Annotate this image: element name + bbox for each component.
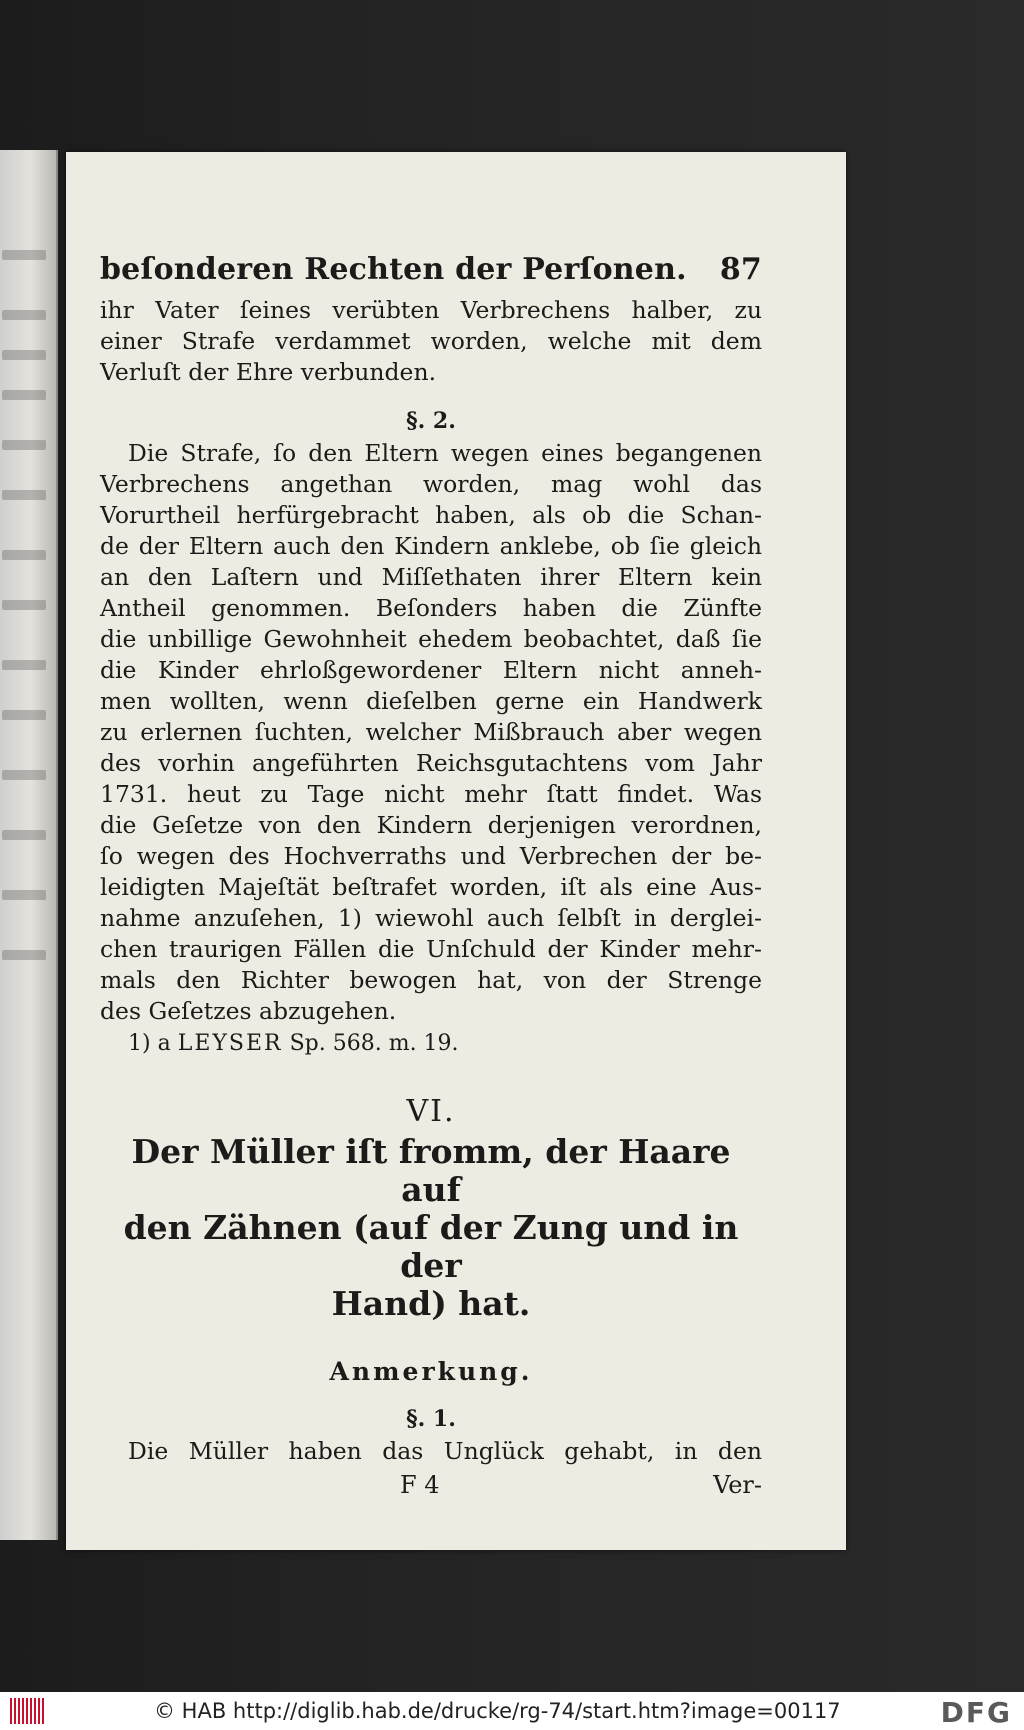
footnote-reference: Sp. 568. m. 19. [289,1031,459,1056]
intro-paragraph [100,295,762,388]
footnote [128,1031,762,1056]
chapter-title-line: den Zähnen (auf der Zung und in der [123,1208,739,1285]
text-line: zu erlernen ſuchten, welcher Mißbrauch aber wegen [100,718,762,746]
chapter-title [100,1133,762,1323]
running-head [100,252,762,287]
text-line: mals den Richter bewogen hat, von der Strenge [100,966,762,994]
text-line: Verluſt der Ehre verbunden. [100,358,437,386]
text-line: leidigten Majeſtät beſtrafet worden, iſt als eine Aus- [100,873,762,901]
chapter-title-line: Hand) hat. [331,1284,531,1323]
book-page [66,152,846,1550]
text-line: nahme anzuſehen, 1) wiewohl auch ſelbſt in derglei- [100,904,762,932]
text-line: ſo wegen des Hochverraths und Verbrechen der be- [100,842,762,870]
page-number: 87 [719,252,762,287]
section-2-paragraph [100,438,762,1027]
text-line: Vorurtheil herfürgebracht haben, als ob die Schan- [100,501,762,529]
barcode-icon [10,1698,44,1724]
viewer-footer [0,1692,1024,1730]
page-text [100,252,762,1499]
anmerkung-heading: Anmerkung. [329,1357,533,1386]
text-line: die Kinder ehrloßgewordener Eltern nicht anneh- [100,656,762,684]
text-line: die unbillige Gewohnheit ehedem beobachtet, daß ſie [100,625,762,653]
adjacent-page-edge [0,150,58,1540]
text-line: chen traurigen Fällen die Unſchuld der Kinder mehr- [100,935,762,963]
footnote-number: 1) a [128,1031,171,1056]
text-line: einer Strafe verdammet worden, welche mit dem [100,327,762,355]
text-line: Die Strafe, ſo den Eltern wegen eines begangenen [128,439,762,467]
text-line: 1731. heut zu Tage nicht mehr ſtatt findet. Was [100,780,762,808]
section-heading-1: §. 1. [406,1406,456,1432]
text-line: an den Laſtern und Miſſethaten ihrer Eltern kein [100,563,762,591]
text-line: Die Müller haben das Unglück gehabt, in den [128,1437,762,1465]
signature-mark: F 4 [400,1471,440,1499]
text-line: die Geſetze von den Kindern derjenigen verordnen, [100,811,762,839]
text-line: men wollten, wenn dieſelben gerne ein Handwerk [100,687,762,715]
text-line: de der Eltern auch den Kindern anklebe, ob ſie gleich [100,532,762,560]
text-line: Verbrechens angethan worden, mag wohl das [100,470,762,498]
page-bottom-marks [100,1471,762,1499]
footnote-author: LEYSER [177,1031,283,1056]
text-line: Antheil genommen. Beſonders haben die Zünfte [100,594,762,622]
running-head-title: beſonderen Rechten der Perſonen. [100,252,687,287]
dfg-logo: DFG [940,1696,1012,1729]
section-heading-2: §. 2. [406,408,456,434]
text-line: ihr Vater ſeines verübten Verbrechens halber, zu [100,296,762,324]
chapter-title-line: Der Müller iſt fromm, der Haare auf [131,1132,731,1209]
text-line: des Geſetzes abzugehen. [100,997,397,1025]
catchword: Ver- [713,1471,762,1499]
source-link[interactable]: © HAB http://diglib.hab.de/drucke/rg-74/start.htm?image=00117 [154,1699,841,1723]
section-1-paragraph [100,1436,762,1467]
text-line: des vorhin angeführten Reichsgutachtens vom Jahr [100,749,762,777]
chapter-number: VI. [406,1094,456,1129]
